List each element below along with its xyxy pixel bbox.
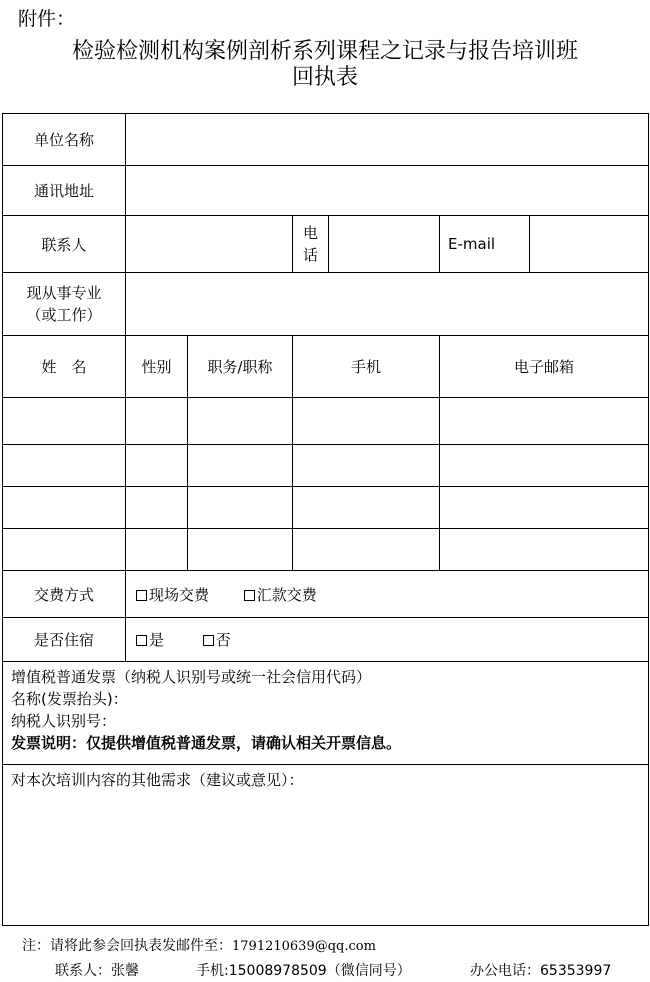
checkbox[interactable]	[203, 635, 214, 646]
invoice-note: 发票说明：仅提供增值税普通发票，请确认相关开票信息。	[11, 734, 402, 752]
invoice-type-line: 增值税普通发票（纳税人识别号或统一社会信用代码）	[11, 668, 372, 686]
table-row	[3, 529, 649, 571]
lodging-option-yes-label: 是	[149, 631, 165, 649]
checkbox[interactable]	[136, 590, 147, 601]
col-header-gender: 性别	[126, 336, 188, 398]
phone-label-char2: 话	[302, 246, 318, 264]
phone-label-char1: 电	[302, 224, 318, 242]
lodging-label: 是否住宿	[3, 618, 126, 662]
footer-email[interactable]: 1791210639@qq.com	[232, 939, 376, 954]
lodging-option-no[interactable]	[203, 629, 231, 650]
lodging-options	[126, 618, 649, 662]
unit-name-field[interactable]	[126, 114, 649, 166]
attendee-mobile-cell[interactable]	[293, 398, 440, 445]
payment-option-transfer[interactable]	[244, 584, 317, 605]
address-field[interactable]	[126, 166, 649, 216]
lodging-option-yes[interactable]	[136, 629, 164, 650]
attendee-gender-cell[interactable]	[126, 445, 188, 487]
attendee-email-cell[interactable]	[440, 445, 649, 487]
attendee-position-cell[interactable]	[188, 445, 293, 487]
page-title: 检验检测机构案例剖析系列课程之记录与报告培训班	[71, 39, 578, 64]
table-row	[3, 398, 649, 445]
email-field[interactable]	[530, 216, 649, 273]
attendee-email-cell[interactable]	[440, 529, 649, 571]
attendee-gender-cell[interactable]	[126, 398, 188, 445]
col-header-mobile: 手机	[293, 336, 440, 398]
unit-name-label: 单位名称	[3, 114, 126, 166]
table-row	[3, 487, 649, 529]
col-header-name: 姓 名	[3, 336, 126, 398]
attendee-mobile-cell[interactable]	[293, 445, 440, 487]
profession-label-line1: 现从事专业	[26, 284, 102, 302]
attendee-position-cell[interactable]	[188, 529, 293, 571]
payment-option-onsite[interactable]	[136, 584, 209, 605]
attendee-position-cell[interactable]	[188, 398, 293, 445]
footer-note	[22, 935, 376, 955]
footer-mobile: 手机:15008978509（微信同号）	[196, 963, 411, 979]
attachment-label: 附件：	[18, 8, 76, 30]
phone-label	[293, 216, 329, 273]
attendee-gender-cell[interactable]	[126, 487, 188, 529]
requests-label: 对本次培训内容的其他需求（建议或意见）：	[11, 771, 304, 789]
profession-label-line2: （或工作）	[26, 306, 102, 324]
attendee-position-cell[interactable]	[188, 487, 293, 529]
checkbox[interactable]	[136, 635, 147, 646]
attendee-mobile-cell[interactable]	[293, 529, 440, 571]
invoice-tax-id-line: 纳税人识别号：	[11, 712, 117, 730]
checkbox[interactable]	[244, 590, 255, 601]
footer-note-text: 注：请将此参会回执表发邮件至：	[22, 938, 232, 954]
page-title-line2: 回执表	[291, 65, 358, 90]
lodging-option-no-label: 否	[215, 631, 231, 649]
payment-option-transfer-label: 汇款交费	[256, 585, 317, 604]
contact-field[interactable]	[126, 216, 293, 273]
col-header-position: 职务/职称	[188, 336, 293, 398]
footer-contact: 联系人：张馨	[55, 963, 139, 979]
profession-field[interactable]	[126, 273, 649, 336]
attendee-name-cell[interactable]	[3, 445, 126, 487]
attendee-email-cell[interactable]	[440, 398, 649, 445]
requests-section[interactable]	[3, 765, 649, 926]
email-label: E-mail	[440, 216, 530, 273]
footer-office-phone: 办公电话：65353997	[470, 963, 612, 979]
attendee-mobile-cell[interactable]	[293, 487, 440, 529]
address-label: 通讯地址	[3, 166, 126, 216]
phone-field[interactable]	[329, 216, 440, 273]
profession-label	[3, 273, 126, 336]
attendee-name-cell[interactable]	[3, 529, 126, 571]
attendee-email-cell[interactable]	[440, 487, 649, 529]
payment-label: 交费方式	[3, 571, 126, 618]
table-row	[3, 445, 649, 487]
attendee-name-cell[interactable]	[3, 487, 126, 529]
payment-options	[126, 571, 649, 618]
registration-form	[2, 113, 649, 926]
attendee-name-cell[interactable]	[3, 398, 126, 445]
invoice-title-line: 名称(发票抬头)：	[11, 690, 128, 708]
invoice-section[interactable]	[3, 662, 649, 765]
attendee-gender-cell[interactable]	[126, 529, 188, 571]
payment-option-onsite-label: 现场交费	[149, 585, 210, 604]
contact-label: 联系人	[3, 216, 126, 273]
col-header-email: 电子邮箱	[440, 336, 649, 398]
